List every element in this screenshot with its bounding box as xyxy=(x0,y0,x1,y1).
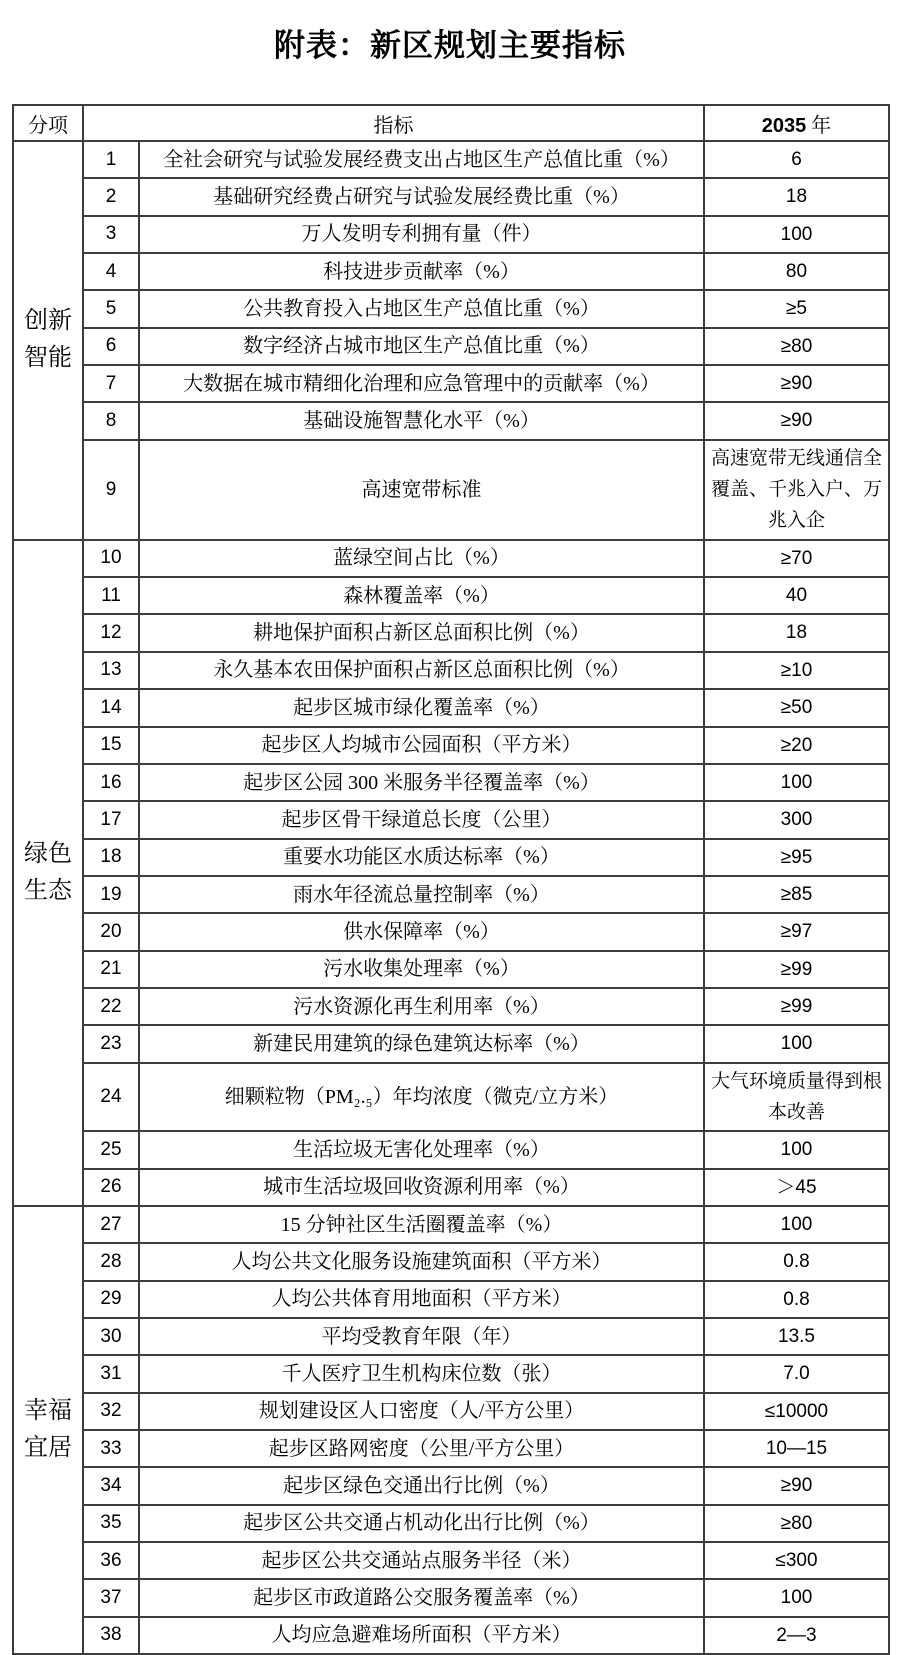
row-number-cell: 35 xyxy=(83,1505,139,1542)
table-row xyxy=(13,1063,889,1132)
indicator-cell: 污水收集处理率（%） xyxy=(139,951,704,988)
table-row xyxy=(13,290,889,327)
value-cell: ≥95 xyxy=(704,839,889,876)
table-row xyxy=(13,577,889,614)
value-cell: ≥99 xyxy=(704,951,889,988)
row-number-cell: 23 xyxy=(83,1025,139,1062)
table-row xyxy=(13,365,889,402)
indicator-cell: 大数据在城市精细化治理和应急管理中的贡献率（%） xyxy=(139,365,704,402)
header-year-suffix: 年 xyxy=(811,114,832,137)
indicator-cell: 数字经济占城市地区生产总值比重（%） xyxy=(139,328,704,365)
value-cell: 13.5 xyxy=(704,1318,889,1355)
value-cell: ≥90 xyxy=(704,1467,889,1504)
row-number-cell: 1 xyxy=(83,141,139,178)
table-row xyxy=(13,727,889,764)
value-cell: ＞45 xyxy=(704,1169,889,1206)
row-number-cell: 24 xyxy=(83,1063,139,1132)
table-row xyxy=(13,764,889,801)
value-cell: ≥10 xyxy=(704,652,889,689)
value-cell: ≤10000 xyxy=(704,1393,889,1430)
table-row xyxy=(13,1206,889,1243)
value-cell: 100 xyxy=(704,1206,889,1243)
row-number-cell: 34 xyxy=(83,1467,139,1504)
row-number-cell: 4 xyxy=(83,253,139,290)
category-cell: 幸福宜居 xyxy=(13,1206,83,1654)
value-cell: ≥80 xyxy=(704,1505,889,1542)
row-number-cell: 25 xyxy=(83,1131,139,1168)
row-number-cell: 8 xyxy=(83,402,139,439)
row-number-cell: 22 xyxy=(83,988,139,1025)
value-cell: 80 xyxy=(704,253,889,290)
row-number-cell: 3 xyxy=(83,216,139,253)
row-number-cell: 10 xyxy=(83,540,139,577)
indicator-cell: 起步区市政道路公交服务覆盖率（%） xyxy=(139,1579,704,1616)
row-number-cell: 5 xyxy=(83,290,139,327)
table-row xyxy=(13,801,889,838)
indicator-cell: 起步区人均城市公园面积（平方米） xyxy=(139,727,704,764)
table-row xyxy=(13,689,889,726)
table-row xyxy=(13,951,889,988)
indicator-cell: 全社会研究与试验发展经费支出占地区生产总值比重（%） xyxy=(139,141,704,178)
indicator-cell: 供水保障率（%） xyxy=(139,913,704,950)
table-row xyxy=(13,402,889,439)
value-cell: 100 xyxy=(704,1025,889,1062)
value-cell: 300 xyxy=(704,801,889,838)
value-cell: ≥50 xyxy=(704,689,889,726)
value-cell: 0.8 xyxy=(704,1243,889,1280)
row-number-cell: 11 xyxy=(83,577,139,614)
row-number-cell: 38 xyxy=(83,1617,139,1654)
indicator-cell: 平均受教育年限（年） xyxy=(139,1318,704,1355)
table-row xyxy=(13,1169,889,1206)
value-cell: ≥85 xyxy=(704,876,889,913)
indicator-cell: 起步区公共交通占机动化出行比例（%） xyxy=(139,1505,704,1542)
row-number-cell: 16 xyxy=(83,764,139,801)
value-cell: 2—3 xyxy=(704,1617,889,1654)
indicator-cell: 基础设施智慧化水平（%） xyxy=(139,402,704,439)
indicator-cell: 人均应急避难场所面积（平方米） xyxy=(139,1617,704,1654)
value-cell: 7.0 xyxy=(704,1355,889,1392)
indicator-cell: 起步区公园 300 米服务半径覆盖率（%） xyxy=(139,764,704,801)
indicator-cell: 规划建设区人口密度（人/平方公里） xyxy=(139,1393,704,1430)
header-year-number: 2035 xyxy=(761,114,807,137)
row-number-cell: 9 xyxy=(83,440,139,540)
row-number-cell: 37 xyxy=(83,1579,139,1616)
row-number-cell: 27 xyxy=(83,1206,139,1243)
row-number-cell: 36 xyxy=(83,1542,139,1579)
table-header-row xyxy=(13,105,889,141)
table-row xyxy=(13,1281,889,1318)
indicator-cell: 蓝绿空间占比（%） xyxy=(139,540,704,577)
row-number-cell: 28 xyxy=(83,1243,139,1280)
table-row xyxy=(13,839,889,876)
indicator-cell: 科技进步贡献率（%） xyxy=(139,253,704,290)
table-row xyxy=(13,876,889,913)
indicator-cell: 耕地保护面积占新区总面积比例（%） xyxy=(139,614,704,651)
table-row xyxy=(13,216,889,253)
table-row xyxy=(13,614,889,651)
row-number-cell: 7 xyxy=(83,365,139,402)
indicator-cell: 高速宽带标准 xyxy=(139,440,704,540)
row-number-cell: 33 xyxy=(83,1430,139,1467)
indicator-cell: 永久基本农田保护面积占新区总面积比例（%） xyxy=(139,652,704,689)
row-number-cell: 17 xyxy=(83,801,139,838)
value-cell: 10—15 xyxy=(704,1430,889,1467)
indicator-cell: 生活垃圾无害化处理率（%） xyxy=(139,1131,704,1168)
row-number-cell: 26 xyxy=(83,1169,139,1206)
indicator-cell: 起步区城市绿化覆盖率（%） xyxy=(139,689,704,726)
indicator-cell: 公共教育投入占地区生产总值比重（%） xyxy=(139,290,704,327)
value-cell: 18 xyxy=(704,178,889,215)
table-row xyxy=(13,988,889,1025)
indicator-cell: 基础研究经费占研究与试验发展经费比重（%） xyxy=(139,178,704,215)
value-cell: ≥97 xyxy=(704,913,889,950)
indicator-cell: 起步区绿色交通出行比例（%） xyxy=(139,1467,704,1504)
indicator-cell: 人均公共体育用地面积（平方米） xyxy=(139,1281,704,1318)
row-number-cell: 30 xyxy=(83,1318,139,1355)
row-number-cell: 15 xyxy=(83,727,139,764)
value-cell: 高速宽带无线通信全覆盖、千兆入户、万兆入企 xyxy=(704,440,889,540)
row-number-cell: 14 xyxy=(83,689,139,726)
table-row xyxy=(13,1318,889,1355)
table-row xyxy=(13,178,889,215)
table-row xyxy=(13,1467,889,1504)
row-number-cell: 32 xyxy=(83,1393,139,1430)
table-row xyxy=(13,1355,889,1392)
row-number-cell: 29 xyxy=(83,1281,139,1318)
indicators-table xyxy=(12,104,890,1655)
indicator-cell: 雨水年径流总量控制率（%） xyxy=(139,876,704,913)
row-number-cell: 6 xyxy=(83,328,139,365)
indicator-cell: 人均公共文化服务设施建筑面积（平方米） xyxy=(139,1243,704,1280)
table-row xyxy=(13,1542,889,1579)
category-cell: 创新智能 xyxy=(13,141,83,540)
table-row xyxy=(13,1505,889,1542)
indicator-cell: 新建民用建筑的绿色建筑达标率（%） xyxy=(139,1025,704,1062)
page-title: 附表：新区规划主要指标 xyxy=(274,28,626,63)
row-number-cell: 19 xyxy=(83,876,139,913)
category-cell: 绿色生态 xyxy=(13,540,83,1206)
value-cell: ≥90 xyxy=(704,365,889,402)
table-row xyxy=(13,440,889,540)
header-indicator: 指标 xyxy=(83,105,704,141)
value-cell: 100 xyxy=(704,1579,889,1616)
value-cell: ≥20 xyxy=(704,727,889,764)
row-number-cell: 12 xyxy=(83,614,139,651)
table-row xyxy=(13,1430,889,1467)
header-year xyxy=(704,105,889,141)
indicator-cell: 城市生活垃圾回收资源利用率（%） xyxy=(139,1169,704,1206)
row-number-cell: 18 xyxy=(83,839,139,876)
table-row xyxy=(13,913,889,950)
table-row xyxy=(13,1617,889,1654)
value-cell: 100 xyxy=(704,764,889,801)
header-category: 分项 xyxy=(13,105,83,141)
value-cell: ≥80 xyxy=(704,328,889,365)
row-number-cell: 13 xyxy=(83,652,139,689)
indicator-cell: 起步区路网密度（公里/平方公里） xyxy=(139,1430,704,1467)
value-cell: 6 xyxy=(704,141,889,178)
row-number-cell: 21 xyxy=(83,951,139,988)
table-row xyxy=(13,1393,889,1430)
value-cell: ≥99 xyxy=(704,988,889,1025)
value-cell: ≥90 xyxy=(704,402,889,439)
value-cell: 18 xyxy=(704,614,889,651)
table-row xyxy=(13,1131,889,1168)
table-row xyxy=(13,253,889,290)
table-body xyxy=(13,141,889,1654)
row-number-cell: 2 xyxy=(83,178,139,215)
indicator-cell: 15 分钟社区生活圈覆盖率（%） xyxy=(139,1206,704,1243)
table-row xyxy=(13,652,889,689)
value-cell: ≤300 xyxy=(704,1542,889,1579)
indicator-cell: 污水资源化再生利用率（%） xyxy=(139,988,704,1025)
indicator-cell: 森林覆盖率（%） xyxy=(139,577,704,614)
value-cell: 100 xyxy=(704,1131,889,1168)
indicator-cell: 细颗粒物（PM₂.₅）年均浓度（微克/立方米） xyxy=(139,1063,704,1132)
table-row xyxy=(13,1025,889,1062)
value-cell: 100 xyxy=(704,216,889,253)
indicator-cell: 起步区骨干绿道总长度（公里） xyxy=(139,801,704,838)
indicator-cell: 起步区公共交通站点服务半径（米） xyxy=(139,1542,704,1579)
row-number-cell: 20 xyxy=(83,913,139,950)
value-cell: 40 xyxy=(704,577,889,614)
table-row xyxy=(13,328,889,365)
table-row xyxy=(13,540,889,577)
indicator-cell: 千人医疗卫生机构床位数（张） xyxy=(139,1355,704,1392)
table-row xyxy=(13,141,889,178)
indicator-cell: 万人发明专利拥有量（件） xyxy=(139,216,704,253)
value-cell: ≥70 xyxy=(704,540,889,577)
table-row xyxy=(13,1243,889,1280)
value-cell: ≥5 xyxy=(704,290,889,327)
row-number-cell: 31 xyxy=(83,1355,139,1392)
value-cell: 大气环境质量得到根本改善 xyxy=(704,1063,889,1132)
indicator-cell: 重要水功能区水质达标率（%） xyxy=(139,839,704,876)
value-cell: 0.8 xyxy=(704,1281,889,1318)
table-row xyxy=(13,1579,889,1616)
